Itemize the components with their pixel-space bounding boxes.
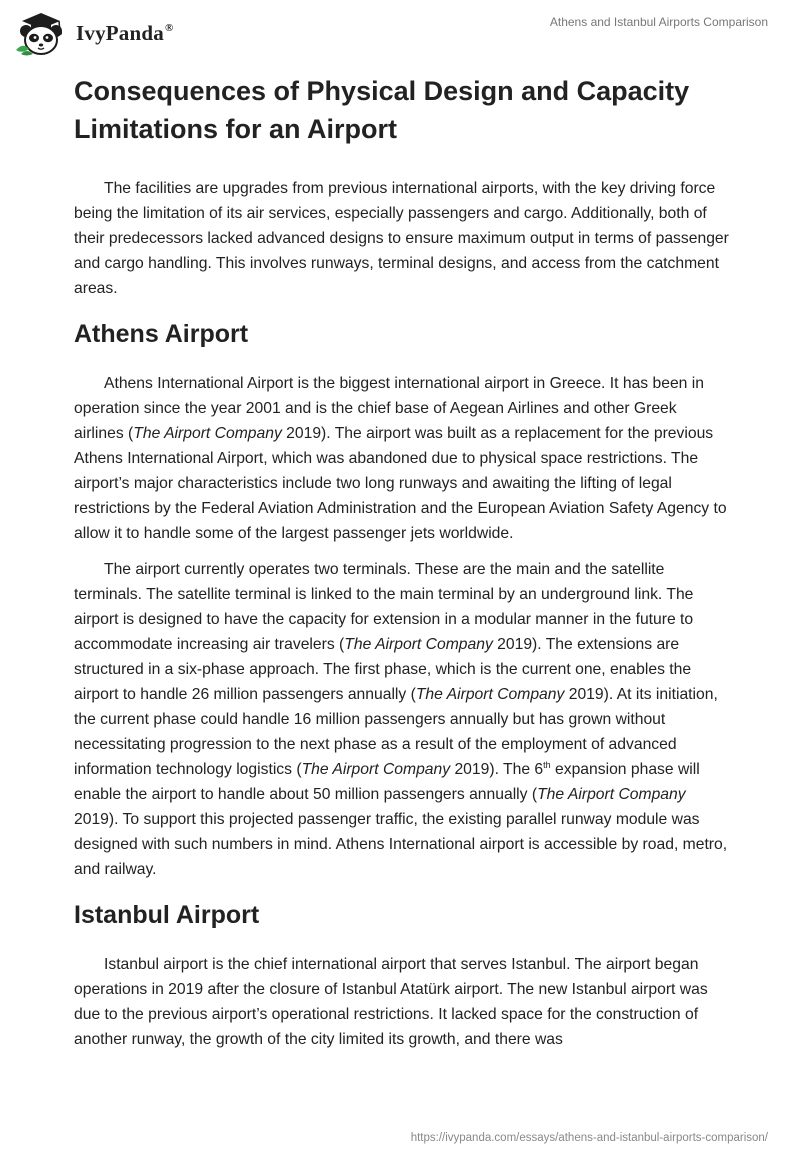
citation: The Airport Company — [415, 686, 565, 703]
article-body — [74, 72, 730, 1063]
page-header — [0, 0, 800, 70]
citation: The Airport Company — [301, 761, 451, 778]
ordinal-suffix: th — [543, 760, 551, 770]
page-title: Consequences of Physical Design and Capacity Limitations for an Airport — [74, 76, 690, 144]
ivypanda-logo[interactable] — [14, 10, 173, 56]
section-heading-istanbul: Istanbul Airport — [74, 901, 260, 929]
athens-paragraph-1: Athens International Airport is the biggest international airport in Greece. It has been in operation since the year 2001 and is the chief base of Aegean Airlines and other Greek airlines (The Airport Company 2019). The airport was built as a replacement for the previous Athens International Airport, which was abandoned due to physical space restrictions. The airport’s major characteristics include two long runways and awaiting the lifting of legal restrictions by the Federal Aviation Administration and the European Aviation Safety Agency to allow it to handle some of the largest passenger jets worldwide. — [74, 375, 727, 542]
athens-paragraph-2: The airport currently operates two terminals. These are the main and the satellite terminals. The satellite terminal is linked to the main terminal by an underground link. The airport is designed to have the capacity for extension in a modular manner in the future to accommodate increasing air travelers (The Airport Company 2019). The extensions are structured in a six-phase approach. The first phase, which is the current one, enables the airport to handle 26 million passengers annually (The Airport Company 2019). At its initiation, the current phase could handle 16 million passengers annually but has grown without necessitating progression to the next phase as a result of the employment of advanced information technology logistics (The Airport Company 2019). The 6th expansion phase will enable the airport to handle about 50 million passengers annually (The Airport Company 2019). To support this projected passenger traffic, the existing parallel runway module was designed with such numbers in mind. Athens International airport is accessible by road, metro, and railway. — [74, 561, 728, 878]
document-title-header: Athens and Istanbul Airports Comparison — [549, 15, 768, 29]
source-url-footer[interactable]: https://ivypanda.com/essays/athens-and-istanbul-airports-comparison/ — [410, 1132, 768, 1144]
citation: The Airport Company — [344, 636, 493, 653]
istanbul-paragraph-1: Istanbul airport is the chief international airport that serves Istanbul. The airport began operations in 2019 after the closure of Istanbul Atatürk airport. The new Istanbul airport was due to the previous airport’s operational restrictions. It lacked space for the construction of another runway, the growth of the city limited its growth, and there was — [74, 956, 708, 1048]
intro-paragraph: The facilities are upgrades from previous international airports, with the key driving force being the limitation of its air services, especially passengers and cargo. Additionally, both of their predecessors lacked advanced designs to ensure maximum output in terms of passenger and cargo handling. This involves runways, terminal designs, and access from the catchment areas. — [74, 180, 729, 297]
citation: The Airport Company — [133, 425, 282, 442]
panda-graduate-icon — [14, 10, 70, 56]
section-heading-athens: Athens Airport — [74, 320, 249, 348]
brand-name: IvyPanda® — [76, 20, 174, 45]
citation: The Airport Company — [537, 786, 686, 803]
